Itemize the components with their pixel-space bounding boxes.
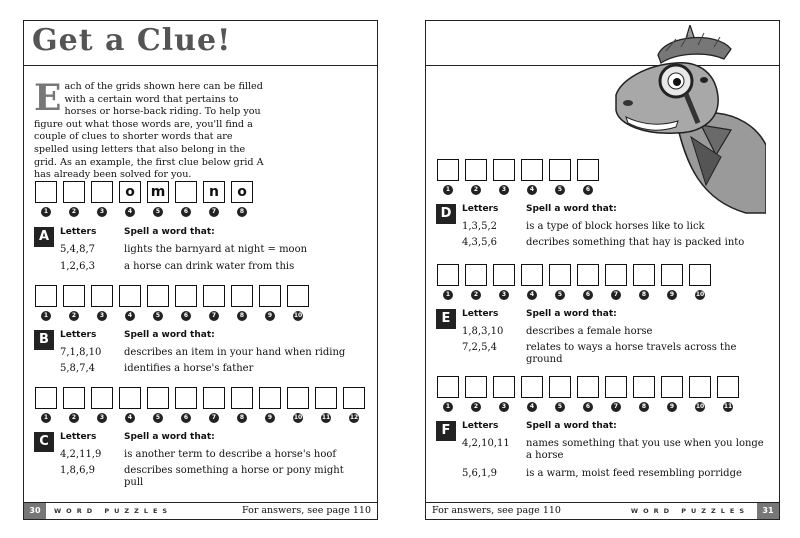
clue-text: describes an item in your hand when riding (124, 347, 346, 358)
series-name: WORD PUZZLES (630, 507, 749, 515)
cell-number: 8 (237, 311, 247, 321)
grid-f (436, 376, 744, 412)
letter-box[interactable] (577, 264, 599, 286)
clue-letters: 1,3,5,2 (462, 221, 497, 232)
answers-reference: For answers, see page 110 (432, 505, 561, 516)
cell-number: 1 (443, 402, 453, 412)
intro-dropcap: E (34, 77, 62, 119)
grid-cell (90, 181, 114, 217)
grid-cell (174, 181, 198, 217)
cell-number: 1 (41, 413, 51, 423)
cell-number: 5 (555, 290, 565, 300)
cell-number: 1 (443, 185, 453, 195)
clue-text: describes something a horse or pony might pull (124, 465, 344, 488)
letter-box[interactable] (91, 285, 113, 307)
cell-number: 7 (611, 290, 621, 300)
grid-cell (436, 376, 460, 412)
letter-box[interactable] (689, 376, 711, 398)
letter-box[interactable] (231, 285, 253, 307)
letter-box[interactable] (35, 181, 57, 203)
letters-header: Letters (60, 432, 97, 442)
badge-b: B (34, 330, 54, 350)
grid-cell (716, 376, 740, 412)
letter-box[interactable] (605, 264, 627, 286)
clue-letters: 1,8,3,10 (462, 326, 504, 337)
badge-a: A (34, 227, 54, 247)
letter-box[interactable] (633, 376, 655, 398)
clue-letters: 7,1,8,10 (60, 347, 102, 358)
cell-number: 4 (125, 207, 135, 217)
letter-box[interactable] (633, 264, 655, 286)
letters-header: Letters (60, 330, 97, 340)
cell-number: 2 (69, 413, 79, 423)
cell-number: 9 (667, 402, 677, 412)
grid-cell (632, 264, 656, 300)
letter-box[interactable] (119, 285, 141, 307)
cell-number: 5 (153, 207, 163, 217)
letter-box[interactable] (549, 376, 571, 398)
letter-box[interactable] (689, 264, 711, 286)
letter-box[interactable] (63, 285, 85, 307)
cell-number: 9 (265, 311, 275, 321)
grid-cell (202, 285, 226, 321)
grid-cell (576, 159, 600, 195)
cell-number: 4 (527, 185, 537, 195)
letter-box[interactable] (577, 159, 599, 181)
letter-box[interactable] (549, 264, 571, 286)
grid-cell (632, 376, 656, 412)
letter-box[interactable] (231, 387, 253, 409)
clue-letters: 5,4,8,7 (60, 244, 95, 255)
cell-number: 10 (293, 312, 303, 319)
letter-box[interactable] (493, 159, 515, 181)
letter-box[interactable] (91, 387, 113, 409)
letter-box[interactable] (91, 181, 113, 203)
clue-letters: 7,2,5,4 (462, 342, 497, 353)
cell-number: 8 (237, 413, 247, 423)
grid-cell (202, 181, 226, 217)
clue-text: is a warm, moist feed resembling porridge (526, 468, 742, 479)
clue-text: describes a female horse (526, 326, 653, 337)
letter-box[interactable] (549, 159, 571, 181)
badge-c: C (34, 432, 54, 452)
page-number: 31 (757, 503, 779, 519)
letter-box[interactable] (521, 376, 543, 398)
page-number: 30 (24, 503, 46, 519)
letter-box[interactable]: m (147, 181, 169, 203)
spell-header: Spell a word that: (526, 421, 617, 431)
grid-cell (62, 181, 86, 217)
cell-number: 3 (499, 290, 509, 300)
letter-box[interactable] (465, 159, 487, 181)
cell-number: 6 (181, 413, 191, 423)
grid-cell (464, 376, 488, 412)
letter-box[interactable] (203, 285, 225, 307)
badge-e: E (436, 309, 456, 329)
right-page (425, 20, 780, 520)
cell-number: 4 (527, 402, 537, 412)
title-band (24, 21, 377, 66)
grid-cell (576, 264, 600, 300)
cell-number: 5 (153, 413, 163, 423)
clue-text: a horse can drink water from this (124, 261, 295, 272)
letter-box[interactable] (175, 285, 197, 307)
letter-box[interactable]: o (119, 181, 141, 203)
grid-cell (118, 387, 142, 423)
letter-box[interactable] (259, 387, 281, 409)
letter-box[interactable] (35, 285, 57, 307)
cell-number: 4 (125, 413, 135, 423)
cell-number: 1 (41, 207, 51, 217)
grid-cell (286, 285, 310, 321)
grid-cell (146, 285, 170, 321)
footer-left (24, 502, 377, 519)
cell-number: 6 (583, 290, 593, 300)
letter-box[interactable] (493, 376, 515, 398)
grid-cell (286, 387, 310, 423)
cell-number: 3 (499, 402, 509, 412)
letter-box[interactable] (605, 376, 627, 398)
cell-number: 1 (41, 311, 51, 321)
cell-number: 6 (583, 402, 593, 412)
letters-header: Letters (60, 227, 97, 237)
cell-number: 1 (443, 290, 453, 300)
letter-box[interactable] (437, 376, 459, 398)
grid-cell (34, 181, 58, 217)
grid-c (34, 387, 370, 423)
grid-cell (118, 285, 142, 321)
answers-reference: For answers, see page 110 (242, 505, 371, 516)
letter-box[interactable]: o (231, 181, 253, 203)
clue-letters: 4,3,5,6 (462, 237, 497, 248)
letter-box[interactable] (315, 387, 337, 409)
intro-paragraph (34, 77, 264, 182)
grid-cell (202, 387, 226, 423)
letter-box[interactable]: n (203, 181, 225, 203)
cell-number: 6 (583, 185, 593, 195)
grid-cell (90, 285, 114, 321)
grid-cell (520, 264, 544, 300)
grid-cell (34, 285, 58, 321)
cell-number: 9 (265, 413, 275, 423)
letter-box[interactable] (203, 387, 225, 409)
grid-a (34, 181, 258, 217)
spell-header: Spell a word that: (124, 432, 215, 442)
clue-text: lights the barnyard at night = moon (124, 244, 308, 255)
grid-cell (492, 264, 516, 300)
cell-number: 2 (471, 290, 481, 300)
clue-letters: 4,2,11,9 (60, 449, 102, 460)
grid-cell (174, 285, 198, 321)
grid-cell (604, 264, 628, 300)
clue-letters: 5,8,7,4 (60, 363, 95, 374)
grid-cell (576, 376, 600, 412)
cell-number: 2 (471, 402, 481, 412)
letter-box[interactable] (119, 387, 141, 409)
grid-cell (548, 159, 572, 195)
spell-header: Spell a word that: (526, 309, 617, 319)
badge-d: D (436, 204, 456, 224)
cell-number: 10 (695, 291, 705, 298)
series-name: WORD PUZZLES (54, 507, 173, 515)
letter-box[interactable] (521, 264, 543, 286)
grid-cell (34, 387, 58, 423)
grid-cell (520, 376, 544, 412)
cell-number: 8 (639, 402, 649, 412)
cell-number: 7 (611, 402, 621, 412)
letters-header: Letters (462, 204, 499, 214)
grid-cell (258, 387, 282, 423)
letter-box[interactable] (63, 181, 85, 203)
cell-number: 2 (69, 311, 79, 321)
letter-box[interactable] (493, 264, 515, 286)
grid-cell (62, 285, 86, 321)
letter-box[interactable] (35, 387, 57, 409)
letter-box[interactable] (343, 387, 365, 409)
cell-number: 2 (471, 185, 481, 195)
cell-number: 8 (237, 207, 247, 217)
grid-cell (660, 264, 684, 300)
cell-number: 7 (209, 413, 219, 423)
detective-horse-illustration (606, 25, 766, 215)
letter-box[interactable] (175, 387, 197, 409)
clue-letters: 1,2,6,3 (60, 261, 95, 272)
letter-box[interactable] (717, 376, 739, 398)
page-title: Get a Clue! (32, 23, 232, 58)
clue-letters: 4,2,10,11 (462, 438, 510, 449)
grid-cell (146, 387, 170, 423)
grid-cell (146, 181, 170, 217)
grid-cell (436, 159, 460, 195)
cell-number: 8 (639, 290, 649, 300)
cell-number: 5 (153, 311, 163, 321)
cell-number: 2 (69, 207, 79, 217)
cell-number: 4 (527, 290, 537, 300)
letter-box[interactable] (63, 387, 85, 409)
grid-cell (464, 264, 488, 300)
grid-cell (118, 181, 142, 217)
grid-cell (230, 181, 254, 217)
letters-header: Letters (462, 309, 499, 319)
grid-cell (230, 285, 254, 321)
letter-box[interactable] (437, 159, 459, 181)
clue-text: names something that you use when you longe a horse (526, 438, 764, 461)
letter-box[interactable] (521, 159, 543, 181)
clue-letters: 1,8,6,9 (60, 465, 95, 476)
cell-number: 9 (667, 290, 677, 300)
intro-text: ach of the grids shown here can be filled with a certain word that pertains to horses or horse-back riding. To help you figure out what those words are, you'll find a couple of clues to shorter words that are spelled using letters that also belong in the grid. As an example, the first clue below grid A has already been solved for you. (34, 81, 264, 181)
cell-number: 3 (97, 207, 107, 217)
grid-cell (548, 264, 572, 300)
grid-cell (660, 376, 684, 412)
cell-number: 5 (555, 185, 565, 195)
cell-number: 3 (499, 185, 509, 195)
cell-number: 3 (97, 311, 107, 321)
cell-number: 4 (125, 311, 135, 321)
letter-box[interactable] (287, 285, 309, 307)
grid-d (436, 159, 604, 195)
grid-cell (492, 159, 516, 195)
letters-header: Letters (462, 421, 499, 431)
letter-box[interactable] (577, 376, 599, 398)
cell-number: 3 (97, 413, 107, 423)
footer-right (426, 502, 779, 519)
clue-text: is a type of block horses like to lick (526, 221, 705, 232)
grid-cell (314, 387, 338, 423)
grid-cell (604, 376, 628, 412)
letter-box[interactable] (259, 285, 281, 307)
cell-number: 10 (293, 414, 303, 421)
letter-box[interactable] (287, 387, 309, 409)
grid-cell (688, 376, 712, 412)
grid-cell (342, 387, 366, 423)
letter-box[interactable] (147, 285, 169, 307)
grid-cell (258, 285, 282, 321)
grid-e (436, 264, 716, 300)
grid-cell (548, 376, 572, 412)
grid-cell (174, 387, 198, 423)
grid-cell (90, 387, 114, 423)
letter-box[interactable] (465, 376, 487, 398)
clue-text: decribes something that hay is packed into (526, 237, 745, 248)
cell-number: 11 (321, 414, 331, 421)
cell-number: 6 (181, 207, 191, 217)
grid-cell (492, 376, 516, 412)
cell-number: 10 (695, 403, 705, 410)
grid-cell (436, 264, 460, 300)
cell-number: 7 (209, 311, 219, 321)
cell-number: 12 (349, 414, 359, 421)
grid-cell (464, 159, 488, 195)
clue-text: is another term to describe a horse's hoof (124, 449, 337, 460)
grid-b (34, 285, 314, 321)
letter-box[interactable] (661, 376, 683, 398)
letter-box[interactable] (437, 264, 459, 286)
left-page (23, 20, 378, 520)
cell-number: 6 (181, 311, 191, 321)
cell-number: 5 (555, 402, 565, 412)
clue-text: identifies a horse's father (124, 363, 254, 374)
grid-cell (520, 159, 544, 195)
clue-text: relates to ways a horse travels across the ground (526, 342, 737, 365)
clue-letters: 5,6,1,9 (462, 468, 497, 479)
badge-f: F (436, 421, 456, 441)
letter-box[interactable] (147, 387, 169, 409)
cell-number: 7 (209, 207, 219, 217)
letter-box[interactable] (661, 264, 683, 286)
spell-header: Spell a word that: (124, 330, 215, 340)
grid-cell (62, 387, 86, 423)
spell-header: Spell a word that: (526, 204, 617, 214)
grid-cell (230, 387, 254, 423)
letter-box[interactable] (465, 264, 487, 286)
grid-cell (688, 264, 712, 300)
letter-box[interactable] (175, 181, 197, 203)
spell-header: Spell a word that: (124, 227, 215, 237)
cell-number: 11 (723, 403, 733, 410)
